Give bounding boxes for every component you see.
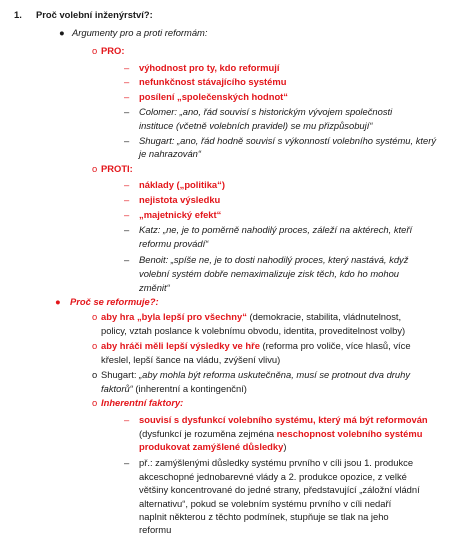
quote-katz-line2: reformu provádí“ [139, 238, 209, 249]
inherent-factor-1-line3: produkovat zamýšlené důsledky) [139, 441, 287, 452]
example-line: př.: zamýšlenými důsledky systému prvního v cíli jsou 1. produkce [139, 457, 414, 468]
pro-label: PRO: [101, 45, 125, 56]
circle-bullet-icon: o [92, 311, 98, 322]
dash-icon: – [124, 135, 130, 146]
dash-icon: – [124, 179, 130, 190]
example-line: reformu [139, 524, 172, 535]
quote-shugart-line2: je nahrazován“ [139, 148, 202, 159]
dash-icon: – [124, 254, 130, 265]
quote-shugart-reform: Shugart: „aby mohla být reforma uskutečněna, musí se protnout dva druhy [101, 369, 411, 380]
quote-benoit-line3: změnit“ [139, 282, 170, 293]
pro-item: posílení „společenských hodnot“ [139, 91, 288, 102]
dash-icon: – [124, 209, 130, 220]
proti-item: „majetnický efekt“ [139, 209, 222, 220]
pro-item: výhodnost pro ty, kdo reformují [139, 62, 280, 73]
reform-reason-2-line2: křeslel, lepší šance na vládu, zvýšení vlivu) [101, 354, 281, 365]
dash-icon: – [124, 194, 130, 205]
dash-icon: – [124, 76, 130, 87]
inherent-factor-1-line2: (dysfunkcí je rozuměna zejména neschopnost volebního systému [139, 428, 423, 439]
quote-benoit-line1: Benoit: „spíše ne, je to dosti nahodilý proces, který nastává, když [139, 254, 409, 265]
quote-colomer-line1: Colomer: „ano, řád souvisí s historickým vývojem společnosti [139, 106, 393, 117]
dash-icon: – [124, 457, 130, 468]
quote-shugart-line1: Shugart: „ano, řád hodně souvisí s výkonností volebního systému, který [139, 135, 437, 146]
proti-item: nejistota výsledku [139, 194, 221, 205]
pro-item: nefunkčnost stávajícího systému [139, 76, 287, 87]
proti-label: PROTI: [101, 163, 133, 174]
circle-bullet-icon: o [92, 45, 98, 56]
section-label-reform: Proč se reformuje?: [70, 296, 159, 307]
example-line: akceschopné jednobarevné vlády a 2. produkce opozice, z velké [139, 471, 407, 482]
inherent-factor-1: souvisí s dysfunkcí volebního systému, který má být reformován [139, 414, 428, 425]
quote-shugart-reform-line2: faktorů“ (inherentní a kontingenční) [101, 383, 247, 394]
dash-icon: – [124, 414, 130, 425]
reform-reason-1: aby hra „byla lepší pro všechny“ (demokracie, stabilita, vládnutelnost, [101, 311, 402, 322]
circle-bullet-icon: o [92, 369, 98, 380]
heading-number: 1. [14, 9, 22, 20]
quote-katz-line1: Katz: „ne, je to poměrně nahodilý proces, záleží na aktérech, kteří [139, 224, 413, 235]
dash-icon: – [124, 106, 130, 117]
reform-reason-2: aby hráči měli lepší výsledky ve hře (reforma pro voliče, více hlasů, více [101, 340, 411, 351]
circle-bullet-icon: o [92, 397, 98, 408]
bullet-icon: ● [55, 296, 61, 307]
circle-bullet-icon: o [92, 163, 98, 174]
proti-item: náklady („politika“) [139, 179, 225, 190]
example-line: většiny koncentrované do jedné strany, představující „záložní vládní [139, 484, 420, 495]
example-line: naplnit některou z těchto podmínek, stupňuje se tlak na jeho [139, 511, 389, 522]
quote-benoit-line2: volební systém dobře nemaximalizuje zisk těch, kdo ho mohou [139, 268, 400, 279]
bullet-icon: ● [59, 27, 65, 38]
dash-icon: – [124, 91, 130, 102]
circle-bullet-icon: o [92, 340, 98, 351]
dash-icon: – [124, 224, 130, 235]
dash-icon: – [124, 62, 130, 73]
quote-colomer-line2: instituce (včetně volebních pravidel) se mu přizpůsobují“ [139, 120, 373, 131]
section-label-arguments: Argumenty pro a proti reformám: [72, 27, 208, 38]
inherent-factors-label: Inherentní faktory: [101, 397, 184, 408]
reform-reason-1-line2: policy, vztah poslance k volebnímu obvodu, identita, proveditelnost volby) [101, 325, 406, 336]
page-title: Proč volební inženýrství?: [36, 9, 153, 20]
example-line: alternativu“, pokud se volebním systému prvního v cíli nedaří [139, 498, 392, 509]
